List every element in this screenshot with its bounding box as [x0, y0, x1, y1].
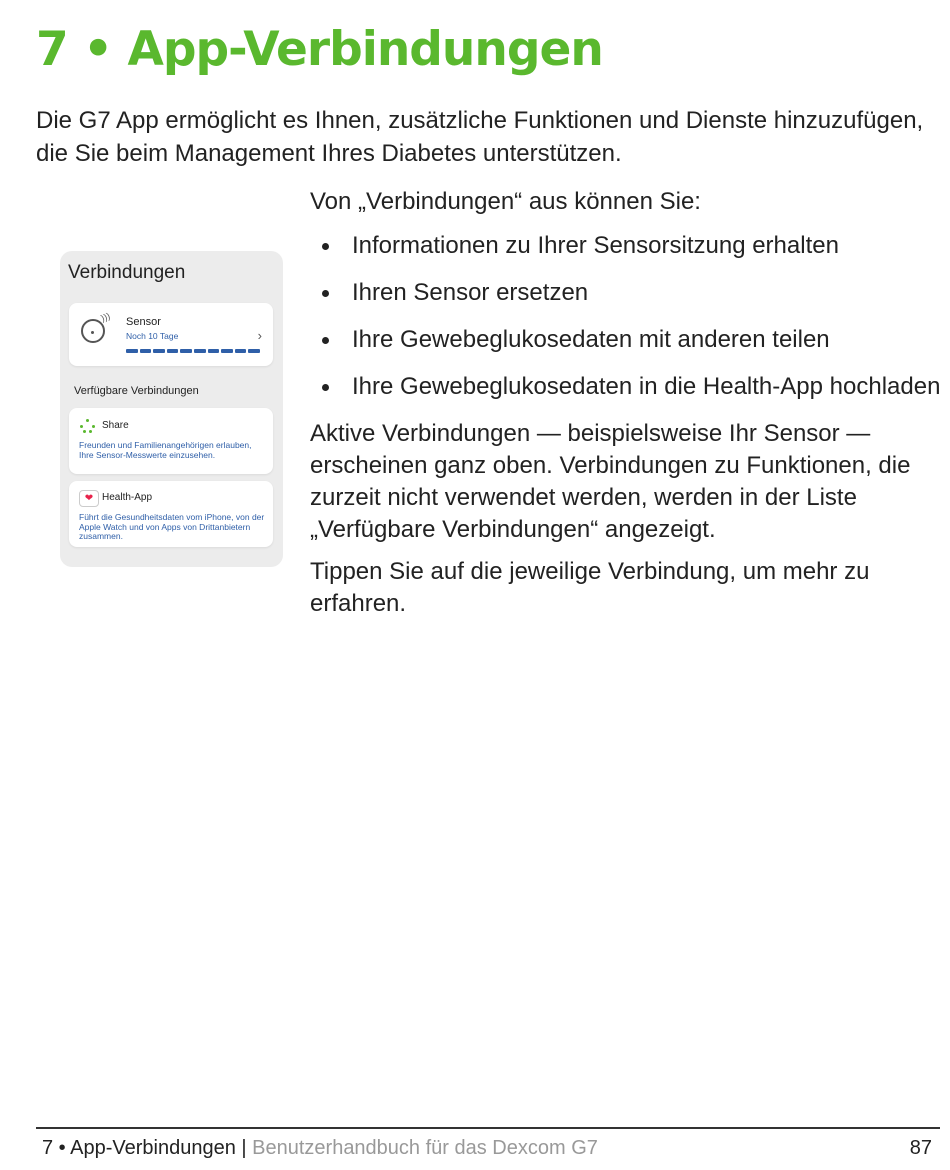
page-number: 87	[909, 1137, 932, 1159]
footer-chapter: 7 • App-Verbindungen |	[42, 1137, 253, 1159]
phone-screen-title: Verbindungen	[68, 262, 186, 283]
list-item: Informationen zu Ihrer Sensorsitzung erhalten	[310, 230, 940, 262]
main-content	[310, 186, 940, 620]
sensor-connection-card	[69, 303, 273, 366]
lead-text: Von „Verbindungen“ aus können Sie:	[310, 188, 701, 215]
list-item: Ihren Sensor ersetzen	[310, 277, 940, 309]
available-connections-label: Verfügbare Verbindungen	[74, 385, 199, 397]
active-connections-paragraph: Aktive Verbindungen — beispielsweise Ihr Sensor — erscheinen ganz oben. Verbindungen zu Funktionen, die zurzeit nicht verwendet werden, werden in der Liste „Verfügbare Verbindungen“ angezeigt.	[310, 420, 911, 543]
sensor-card-subtitle: Noch 10 Tage	[126, 331, 179, 341]
page-title: 7 • App-Verbindungen	[36, 22, 603, 77]
bullet-icon	[322, 243, 329, 250]
sensor-icon	[81, 319, 105, 343]
heart-icon: ❤	[79, 490, 99, 507]
health-card-description: Führt die Gesundheitsdaten vom iPhone, von der Apple Watch und von Apps von Drittanbietern zusammen.	[79, 512, 265, 541]
bullet-icon	[322, 290, 329, 297]
bullet-icon	[322, 384, 329, 391]
list-item: Ihre Gewebeglukosedaten in die Health-App hochladen	[310, 371, 940, 403]
share-connection-card	[69, 408, 273, 474]
footer-divider	[36, 1127, 940, 1129]
phone-screenshot	[60, 251, 283, 567]
list-item: Ihre Gewebeglukosedaten mit anderen teilen	[310, 324, 940, 356]
share-card-title: Share	[102, 420, 129, 431]
bullet-icon	[322, 337, 329, 344]
share-icon	[80, 419, 96, 433]
sensor-card-title: Sensor	[126, 316, 161, 328]
footer-text	[42, 1137, 598, 1160]
footer-manual-title: Benutzerhandbuch für das Dexcom G7	[252, 1137, 598, 1159]
feature-list	[310, 230, 940, 403]
chevron-right-icon: ›	[257, 328, 262, 343]
health-app-connection-card	[69, 481, 273, 547]
health-card-title: Health-App	[102, 492, 153, 503]
tap-instruction-paragraph: Tippen Sie auf die jeweilige Verbindung, um mehr zu erfahren.	[310, 558, 870, 617]
signal-icon: )))	[99, 310, 112, 324]
intro-paragraph: Die G7 App ermöglicht es Ihnen, zusätzliche Funktionen und Dienste hinzuzufügen, die Sie beim Management Ihres Diabetes unterstützen.	[36, 107, 924, 167]
share-card-description: Freunden und Familienangehörigen erlauben, Ihre Sensor-Messwerte einzusehen.	[79, 440, 252, 460]
sensor-progress-bar	[126, 349, 260, 353]
